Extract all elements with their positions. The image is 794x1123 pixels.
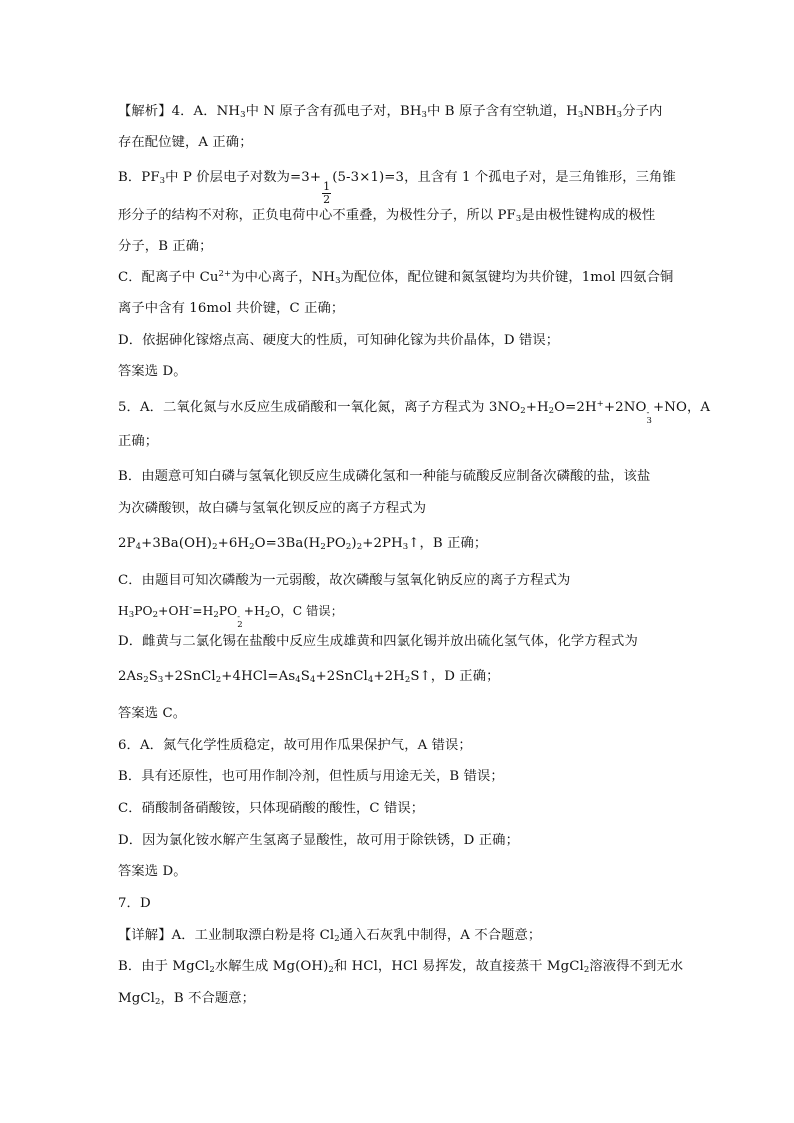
q5-line-6: C．由题目可知次磷酸为一元弱酸，故次磷酸与氢氧化钠反应的离子方程式为 bbox=[118, 573, 571, 588]
q5-line-8: D．雌黄与二氯化锡在盐酸中反应生成雄黄和四氯化锡并放出硫化氢气体，化学方程式为 bbox=[118, 634, 638, 649]
q5-line-9-equation: $2As_2S_3+2SnCl_2+4HCl=As_4S_4+2SnCl_4+2H_2S↑$，D 正确； bbox=[118, 669, 500, 685]
q5-line-3: B．由题意可知白磷与氢氧化钡反应生成磷化氢和一种能与硫酸反应制备次磷酸的盐，该盐 bbox=[118, 469, 651, 484]
fraction-one-half: $\frac{1}{2}$ bbox=[323, 180, 331, 206]
q5-line-5-equation: $2P_4+3Ba(OH)_2+6H_2O=3Ba(H_2PO_2)_2+2PH_3↑$，B 正确； bbox=[118, 536, 488, 552]
q7-line-3: B．由于 MgCl$_2$水解生成 $Mg(OH)_2$和 HCl，HCl 易挥发，故直接蒸干 MgCl$_2$溶液得不到无水 bbox=[118, 959, 684, 975]
q4-line-6: C．配离子中 $Cu^{2+}$为中心离子，$NH_3$为配位体，配位键和氮氢键均为共价键，1mol 四氨合铜 bbox=[118, 269, 674, 286]
q6-line-2: B．具有还原性，也可用作制冷剂，但性质与用途无关，B 错误； bbox=[118, 769, 504, 784]
q5-line-10: 答案选 C。 bbox=[118, 706, 187, 721]
q7-line-2: 【详解】A．工业制取漂白粉是将 $Cl_2$通入石灰乳中制得，A 不合题意； bbox=[118, 928, 542, 944]
q4-line-3: B．$PF_3$中 P 价层电子对数为=3+ $\frac{1}{2}$ (5-3×1)=3，且含有 1 个孤电子对，是三角锥形，三角锥 bbox=[118, 170, 676, 206]
q4-line-8: D．依据砷化镓熔点高、硬度大的性质，可知砷化镓为共价晶体，D 错误； bbox=[118, 333, 560, 348]
q4-line-4: 形分子的结构不对称，正负电荷中心不重叠，为极性分子，所以 $PF_3$是由极性键构成的极性 bbox=[118, 208, 656, 224]
q7-line-1: 7．D bbox=[118, 896, 151, 911]
q4-line-7: 离子中含有 16mol 共价键，C 正确； bbox=[118, 301, 345, 316]
q4-line-1: 【解析】4．A．$NH_3$中 N 原子含有孤电子对，$BH_3$中 B 原子含有空轨道，$H_3NBH_3$分子内 bbox=[118, 104, 663, 120]
q5-line-2: 正确； bbox=[118, 434, 159, 449]
q6-line-5: 答案选 D。 bbox=[118, 864, 187, 879]
q6-line-4: D．因为氯化铵水解产生氢离子显酸性，故可用于除铁锈，D 正确； bbox=[118, 833, 519, 848]
q6-line-1: 6．A．氮气化学性质稳定，故可用作瓜果保护气，A 错误； bbox=[118, 738, 472, 753]
q5-line-1: 5．A．二氧化氮与水反应生成硝酸和一氧化氮，离子方程式为 $3NO_2+H_2O=2H^++2NO$ - 3 +NO，A bbox=[118, 399, 711, 426]
q5-line-7-equation: $H_3PO_2+OH^-=H_2PO$ - 2 $+H_2O$，C 错误； bbox=[118, 603, 343, 630]
q4-line-5: 分子，B 正确； bbox=[118, 239, 213, 254]
q6-line-3: C．硝酸制备硝酸铵，只体现硝酸的酸性，C 错误； bbox=[118, 801, 425, 816]
q4-line-2: 存在配位键，A 正确； bbox=[118, 135, 253, 150]
q4-line-9: 答案选 D。 bbox=[118, 364, 187, 379]
q7-line-4: MgCl$_2$，B 不合题意； bbox=[118, 991, 256, 1007]
q5-line-4: 为次磷酸钡，故白磷与氢氧化钡反应的离子方程式为 bbox=[118, 501, 427, 516]
